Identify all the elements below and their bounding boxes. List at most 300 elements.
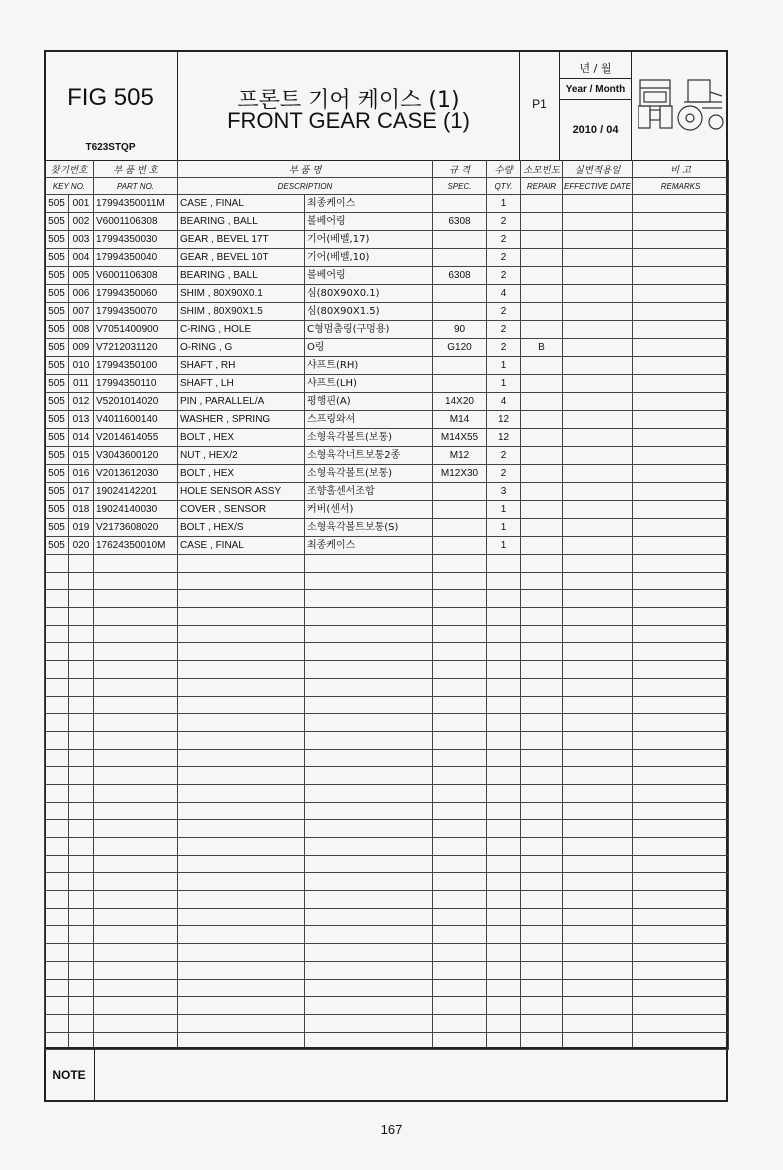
empty-cell bbox=[563, 997, 633, 1015]
empty-cell bbox=[563, 696, 633, 714]
empty-cell bbox=[178, 802, 305, 820]
empty-cell bbox=[563, 908, 633, 926]
empty-cell bbox=[563, 661, 633, 679]
empty-cell bbox=[94, 590, 178, 608]
empty-cell bbox=[433, 997, 487, 1015]
remarks-cell bbox=[633, 501, 729, 519]
empty-cell bbox=[521, 802, 563, 820]
empty-cell bbox=[178, 855, 305, 873]
fig-number-cell: 505 bbox=[45, 465, 69, 483]
empty-cell bbox=[433, 749, 487, 767]
empty-cell bbox=[94, 714, 178, 732]
date-label-english: Year / Month bbox=[560, 78, 631, 100]
empty-cell bbox=[305, 979, 433, 997]
empty-cell bbox=[633, 661, 729, 679]
empty-cell bbox=[305, 714, 433, 732]
empty-cell bbox=[487, 855, 521, 873]
quantity-cell: 1 bbox=[487, 375, 521, 393]
table-row bbox=[45, 321, 729, 339]
empty-cell bbox=[94, 802, 178, 820]
fig-number-cell: 505 bbox=[45, 447, 69, 465]
repair-cell bbox=[521, 213, 563, 231]
empty-cell bbox=[521, 820, 563, 838]
effective-date-cell bbox=[563, 519, 633, 537]
empty-cell bbox=[563, 678, 633, 696]
col-spec-en: SPEC. bbox=[433, 178, 487, 195]
effective-date-cell bbox=[563, 267, 633, 285]
empty-cell bbox=[94, 891, 178, 909]
empty-cell bbox=[487, 661, 521, 679]
empty-cell bbox=[305, 908, 433, 926]
part-number-cell: V2014614055 bbox=[94, 429, 178, 447]
remarks-cell bbox=[633, 321, 729, 339]
empty-cell bbox=[94, 572, 178, 590]
empty-cell bbox=[69, 749, 94, 767]
description-korean-cell: 최종케이스 bbox=[305, 195, 433, 213]
description-english-cell: O-RING , G bbox=[178, 339, 305, 357]
empty-cell bbox=[521, 961, 563, 979]
fig-number-cell: 505 bbox=[45, 411, 69, 429]
empty-cell bbox=[433, 608, 487, 626]
description-korean-cell: 샤프트(RH) bbox=[305, 357, 433, 375]
fig-number-cell: 505 bbox=[45, 267, 69, 285]
description-english-cell: GEAR , BEVEL 17T bbox=[178, 231, 305, 249]
empty-cell bbox=[45, 979, 69, 997]
repair-cell bbox=[521, 393, 563, 411]
empty-cell bbox=[305, 555, 433, 573]
key-number-cell: 016 bbox=[69, 465, 94, 483]
empty-cell bbox=[433, 590, 487, 608]
col-key-ko: 찾기번호 bbox=[45, 161, 94, 178]
effective-date-cell bbox=[563, 411, 633, 429]
key-number-cell: 018 bbox=[69, 501, 94, 519]
empty-cell bbox=[521, 873, 563, 891]
empty-cell bbox=[633, 749, 729, 767]
effective-date-cell bbox=[563, 339, 633, 357]
fig-number-cell: 505 bbox=[45, 339, 69, 357]
empty-cell bbox=[178, 944, 305, 962]
repair-cell bbox=[521, 285, 563, 303]
table-row bbox=[45, 231, 729, 249]
empty-cell bbox=[433, 926, 487, 944]
repair-cell: B bbox=[521, 339, 563, 357]
quantity-cell: 1 bbox=[487, 537, 521, 555]
fig-number-cell: 505 bbox=[45, 213, 69, 231]
empty-cell bbox=[563, 891, 633, 909]
empty-cell bbox=[45, 696, 69, 714]
empty-cell bbox=[487, 802, 521, 820]
spec-cell bbox=[433, 501, 487, 519]
empty-cell bbox=[69, 784, 94, 802]
empty-cell bbox=[178, 661, 305, 679]
empty-cell bbox=[305, 891, 433, 909]
empty-cell bbox=[563, 555, 633, 573]
fig-number: FIG 505 bbox=[67, 84, 154, 111]
repair-cell bbox=[521, 537, 563, 555]
header bbox=[44, 50, 728, 160]
empty-cell bbox=[69, 997, 94, 1015]
part-number-cell: 19024142201 bbox=[94, 483, 178, 501]
empty-cell bbox=[94, 944, 178, 962]
table-row bbox=[45, 393, 729, 411]
empty-row bbox=[45, 873, 729, 891]
empty-cell bbox=[94, 873, 178, 891]
empty-cell bbox=[521, 1014, 563, 1032]
spec-cell bbox=[433, 519, 487, 537]
repair-cell bbox=[521, 465, 563, 483]
description-english-cell: C-RING , HOLE bbox=[178, 321, 305, 339]
empty-cell bbox=[178, 714, 305, 732]
empty-cell bbox=[563, 944, 633, 962]
key-number-cell: 001 bbox=[69, 195, 94, 213]
empty-cell bbox=[94, 997, 178, 1015]
empty-cell bbox=[633, 926, 729, 944]
empty-cell bbox=[178, 926, 305, 944]
empty-cell bbox=[45, 891, 69, 909]
key-number-cell: 015 bbox=[69, 447, 94, 465]
part-number-cell: 17994350060 bbox=[94, 285, 178, 303]
empty-cell bbox=[521, 731, 563, 749]
table-row bbox=[45, 501, 729, 519]
empty-cell bbox=[633, 572, 729, 590]
empty-cell bbox=[633, 908, 729, 926]
empty-cell bbox=[633, 696, 729, 714]
page-number: 167 bbox=[380, 1122, 403, 1137]
empty-cell bbox=[433, 555, 487, 573]
spec-cell: 14X20 bbox=[433, 393, 487, 411]
empty-cell bbox=[633, 1014, 729, 1032]
description-english-cell: BOLT , HEX/S bbox=[178, 519, 305, 537]
empty-cell bbox=[433, 784, 487, 802]
empty-cell bbox=[305, 873, 433, 891]
empty-cell bbox=[178, 838, 305, 856]
empty-cell bbox=[521, 855, 563, 873]
empty-cell bbox=[563, 625, 633, 643]
remarks-cell bbox=[633, 285, 729, 303]
empty-cell bbox=[487, 891, 521, 909]
empty-cell bbox=[521, 997, 563, 1015]
description-english-cell: SHIM , 80X90X0.1 bbox=[178, 285, 305, 303]
empty-cell bbox=[45, 714, 69, 732]
empty-cell bbox=[69, 661, 94, 679]
key-number-cell: 003 bbox=[69, 231, 94, 249]
empty-cell bbox=[45, 820, 69, 838]
empty-cell bbox=[305, 731, 433, 749]
repair-cell bbox=[521, 231, 563, 249]
empty-cell bbox=[521, 678, 563, 696]
quantity-cell: 4 bbox=[487, 393, 521, 411]
spec-cell bbox=[433, 483, 487, 501]
key-number-cell: 011 bbox=[69, 375, 94, 393]
description-korean-cell: 커버(센서) bbox=[305, 501, 433, 519]
repair-cell bbox=[521, 483, 563, 501]
empty-cell bbox=[633, 820, 729, 838]
empty-row bbox=[45, 749, 729, 767]
empty-cell bbox=[69, 678, 94, 696]
empty-cell bbox=[305, 1014, 433, 1032]
empty-cell bbox=[433, 625, 487, 643]
quantity-cell: 2 bbox=[487, 231, 521, 249]
spec-cell: G120 bbox=[433, 339, 487, 357]
quantity-cell: 12 bbox=[487, 411, 521, 429]
spec-cell bbox=[433, 195, 487, 213]
empty-cell bbox=[45, 855, 69, 873]
empty-cell bbox=[433, 873, 487, 891]
empty-cell bbox=[305, 608, 433, 626]
empty-cell bbox=[69, 873, 94, 891]
parts-table-area bbox=[44, 160, 728, 1050]
key-number-cell: 017 bbox=[69, 483, 94, 501]
fig-number-cell: 505 bbox=[45, 231, 69, 249]
remarks-cell bbox=[633, 267, 729, 285]
empty-cell bbox=[563, 855, 633, 873]
empty-cell bbox=[563, 838, 633, 856]
effective-date-cell bbox=[563, 375, 633, 393]
empty-cell bbox=[178, 625, 305, 643]
empty-cell bbox=[178, 572, 305, 590]
empty-row bbox=[45, 767, 729, 785]
empty-cell bbox=[433, 643, 487, 661]
description-korean-cell: 소형육각볼트보통(S) bbox=[305, 519, 433, 537]
spec-cell bbox=[433, 375, 487, 393]
remarks-cell bbox=[633, 357, 729, 375]
effective-date-cell bbox=[563, 483, 633, 501]
empty-row bbox=[45, 961, 729, 979]
empty-cell bbox=[433, 696, 487, 714]
empty-cell bbox=[45, 838, 69, 856]
quantity-cell: 2 bbox=[487, 339, 521, 357]
quantity-cell: 1 bbox=[487, 501, 521, 519]
empty-cell bbox=[178, 961, 305, 979]
description-korean-cell: 볼베어링 bbox=[305, 267, 433, 285]
description-korean-cell: 평행핀(A) bbox=[305, 393, 433, 411]
empty-cell bbox=[305, 643, 433, 661]
empty-cell bbox=[633, 997, 729, 1015]
description-english-cell: BOLT , HEX bbox=[178, 429, 305, 447]
effective-date-cell bbox=[563, 303, 633, 321]
empty-cell bbox=[94, 625, 178, 643]
empty-cell bbox=[521, 643, 563, 661]
empty-cell bbox=[487, 749, 521, 767]
empty-cell bbox=[433, 802, 487, 820]
empty-row bbox=[45, 820, 729, 838]
empty-cell bbox=[45, 625, 69, 643]
empty-cell bbox=[69, 767, 94, 785]
table-row bbox=[45, 267, 729, 285]
empty-cell bbox=[94, 678, 178, 696]
empty-cell bbox=[178, 749, 305, 767]
empty-row bbox=[45, 608, 729, 626]
table-row bbox=[45, 285, 729, 303]
empty-cell bbox=[69, 572, 94, 590]
spec-cell bbox=[433, 285, 487, 303]
quantity-cell: 2 bbox=[487, 267, 521, 285]
empty-cell bbox=[69, 979, 94, 997]
empty-cell bbox=[433, 678, 487, 696]
empty-cell bbox=[633, 678, 729, 696]
table-row bbox=[45, 213, 729, 231]
empty-cell bbox=[433, 961, 487, 979]
empty-cell bbox=[178, 891, 305, 909]
empty-cell bbox=[487, 1014, 521, 1032]
empty-cell bbox=[94, 696, 178, 714]
description-english-cell: BEARING , BALL bbox=[178, 213, 305, 231]
table-row bbox=[45, 357, 729, 375]
empty-cell bbox=[69, 590, 94, 608]
empty-cell bbox=[69, 926, 94, 944]
empty-cell bbox=[94, 838, 178, 856]
description-korean-cell: 조향홀센서조합 bbox=[305, 483, 433, 501]
key-number-cell: 007 bbox=[69, 303, 94, 321]
fig-number-cell: 505 bbox=[45, 519, 69, 537]
effective-date-cell bbox=[563, 537, 633, 555]
empty-cell bbox=[633, 855, 729, 873]
empty-cell bbox=[305, 749, 433, 767]
empty-cell bbox=[178, 767, 305, 785]
empty-cell bbox=[521, 555, 563, 573]
part-number-cell: V6001106308 bbox=[94, 267, 178, 285]
remarks-cell bbox=[633, 393, 729, 411]
empty-cell bbox=[521, 838, 563, 856]
empty-row bbox=[45, 643, 729, 661]
empty-cell bbox=[521, 661, 563, 679]
effective-date-cell bbox=[563, 321, 633, 339]
empty-cell bbox=[487, 714, 521, 732]
empty-cell bbox=[487, 838, 521, 856]
effective-date-cell bbox=[563, 501, 633, 519]
part-number-cell: 17994350030 bbox=[94, 231, 178, 249]
description-korean-cell: 심(80X90X0.1) bbox=[305, 285, 433, 303]
empty-row bbox=[45, 802, 729, 820]
empty-cell bbox=[633, 767, 729, 785]
part-number-cell: V2173608020 bbox=[94, 519, 178, 537]
description-korean-cell: 심(80X90X1.5) bbox=[305, 303, 433, 321]
part-number-cell: V6001106308 bbox=[94, 213, 178, 231]
table-row bbox=[45, 537, 729, 555]
note-box bbox=[44, 1047, 728, 1102]
empty-cell bbox=[305, 855, 433, 873]
empty-cell bbox=[178, 908, 305, 926]
empty-cell bbox=[69, 961, 94, 979]
empty-cell bbox=[178, 678, 305, 696]
empty-cell bbox=[178, 1014, 305, 1032]
description-korean-cell: O링 bbox=[305, 339, 433, 357]
effective-date-cell bbox=[563, 285, 633, 303]
spec-cell bbox=[433, 303, 487, 321]
key-number-cell: 004 bbox=[69, 249, 94, 267]
empty-cell bbox=[45, 555, 69, 573]
spec-cell bbox=[433, 357, 487, 375]
empty-cell bbox=[633, 590, 729, 608]
empty-cell bbox=[563, 749, 633, 767]
empty-cell bbox=[305, 961, 433, 979]
empty-row bbox=[45, 997, 729, 1015]
effective-date-cell bbox=[563, 447, 633, 465]
quantity-cell: 4 bbox=[487, 285, 521, 303]
empty-cell bbox=[521, 767, 563, 785]
table-row bbox=[45, 519, 729, 537]
part-number-cell: 19024140030 bbox=[94, 501, 178, 519]
empty-cell bbox=[45, 731, 69, 749]
empty-cell bbox=[563, 820, 633, 838]
empty-cell bbox=[45, 643, 69, 661]
col-part-en: PART NO. bbox=[94, 178, 178, 195]
empty-row bbox=[45, 979, 729, 997]
empty-cell bbox=[521, 908, 563, 926]
empty-cell bbox=[487, 608, 521, 626]
spec-cell bbox=[433, 249, 487, 267]
remarks-cell bbox=[633, 537, 729, 555]
empty-cell bbox=[178, 820, 305, 838]
remarks-cell bbox=[633, 375, 729, 393]
empty-cell bbox=[305, 838, 433, 856]
empty-cell bbox=[433, 908, 487, 926]
table-row bbox=[45, 303, 729, 321]
empty-cell bbox=[633, 731, 729, 749]
quantity-cell: 2 bbox=[487, 465, 521, 483]
repair-cell bbox=[521, 501, 563, 519]
description-english-cell: WASHER , SPRING bbox=[178, 411, 305, 429]
empty-cell bbox=[487, 590, 521, 608]
fig-number-cell: 505 bbox=[45, 249, 69, 267]
quantity-cell: 3 bbox=[487, 483, 521, 501]
empty-cell bbox=[305, 784, 433, 802]
key-number-cell: 005 bbox=[69, 267, 94, 285]
empty-cell bbox=[45, 873, 69, 891]
empty-cell bbox=[563, 926, 633, 944]
description-english-cell: SHAFT , LH bbox=[178, 375, 305, 393]
empty-cell bbox=[94, 908, 178, 926]
empty-cell bbox=[94, 661, 178, 679]
repair-cell bbox=[521, 447, 563, 465]
spec-cell: 6308 bbox=[433, 267, 487, 285]
remarks-cell bbox=[633, 429, 729, 447]
empty-cell bbox=[433, 838, 487, 856]
table-row bbox=[45, 195, 729, 213]
repair-cell bbox=[521, 321, 563, 339]
repair-cell bbox=[521, 357, 563, 375]
empty-cell bbox=[433, 979, 487, 997]
empty-cell bbox=[178, 643, 305, 661]
key-number-cell: 012 bbox=[69, 393, 94, 411]
spec-cell: M14X55 bbox=[433, 429, 487, 447]
header-row-korean bbox=[45, 161, 729, 178]
fig-number-cell: 505 bbox=[45, 537, 69, 555]
empty-cell bbox=[94, 926, 178, 944]
table-row bbox=[45, 465, 729, 483]
key-number-cell: 013 bbox=[69, 411, 94, 429]
empty-cell bbox=[69, 891, 94, 909]
empty-row bbox=[45, 926, 729, 944]
key-number-cell: 009 bbox=[69, 339, 94, 357]
empty-row bbox=[45, 625, 729, 643]
part-number-cell: 17994350040 bbox=[94, 249, 178, 267]
empty-cell bbox=[94, 555, 178, 573]
empty-cell bbox=[521, 608, 563, 626]
empty-row bbox=[45, 714, 729, 732]
empty-cell bbox=[45, 749, 69, 767]
empty-cell bbox=[563, 767, 633, 785]
empty-row bbox=[45, 696, 729, 714]
empty-cell bbox=[69, 731, 94, 749]
empty-cell bbox=[487, 678, 521, 696]
empty-cell bbox=[433, 855, 487, 873]
empty-cell bbox=[521, 926, 563, 944]
empty-cell bbox=[305, 572, 433, 590]
remarks-cell bbox=[633, 339, 729, 357]
remarks-cell bbox=[633, 195, 729, 213]
empty-cell bbox=[563, 961, 633, 979]
